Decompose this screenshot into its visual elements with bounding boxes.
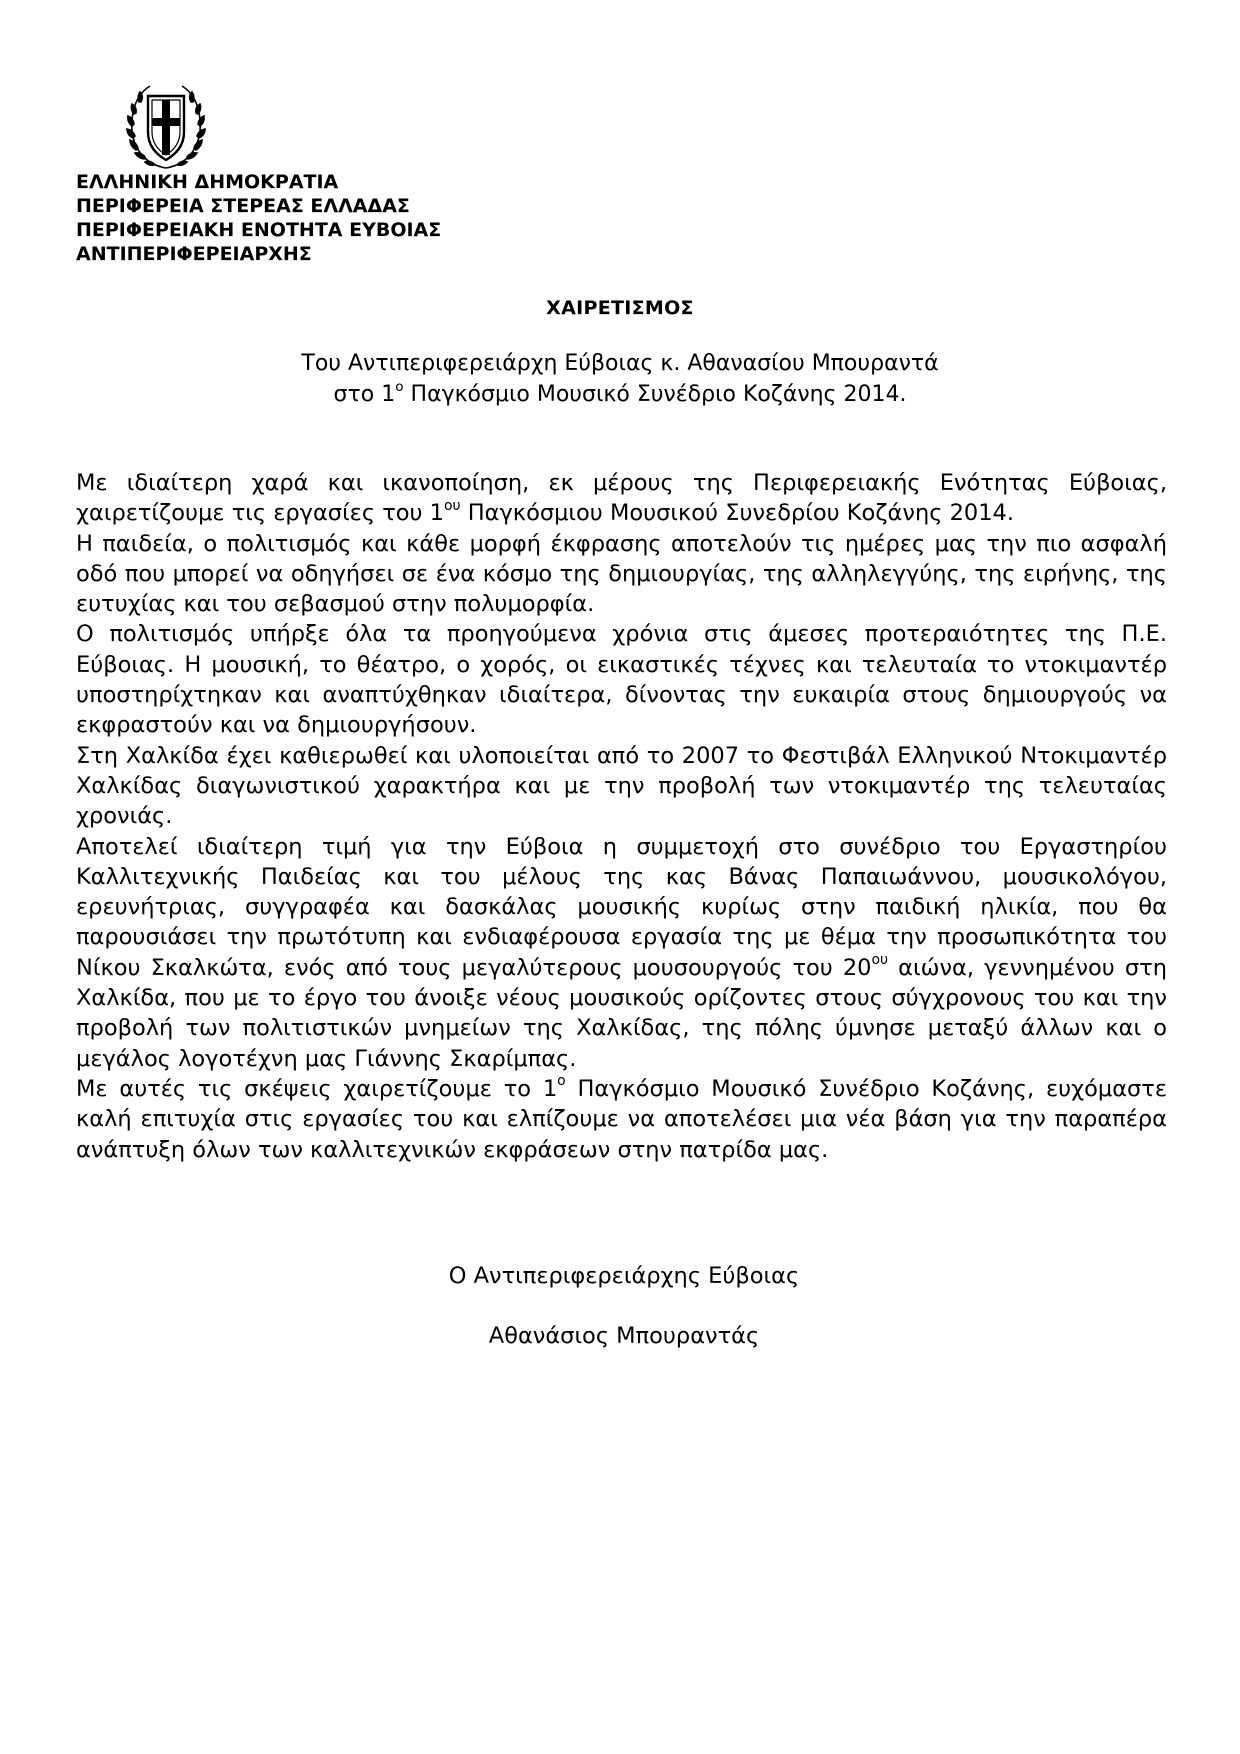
document-subtitle <box>0 348 1240 410</box>
paragraph-1-post: Παγκόσμιου Μουσικού Συνεδρίου Κοζάνης 2014. <box>460 500 1014 527</box>
subtitle-ordinal-sup: ο <box>395 378 404 395</box>
document-title: ΧΑΙΡΕΤΙΣΜΟΣ <box>546 297 694 319</box>
paragraph-5-ordinal-sup: ου <box>871 952 889 969</box>
header-line-vice-governor: ΑΝΤΙΠΕΡΙΦΕΡΕΙΑΡΧΗΣ <box>76 243 312 265</box>
subtitle-line-2 <box>0 379 1240 410</box>
paragraph-6-pre: Με αυτές τις σκέψεις χαιρετίζουμε το 1 <box>76 1075 558 1102</box>
signature-name: Αθανάσιος Μπουραντάς <box>488 1323 760 1349</box>
paragraph-4: Στη Χαλκίδα έχει καθιερωθεί και υλοποιείται από το 2007 το Φεστιβάλ Ελληνικού Ντοκιμαντέρ Χαλκίδας διαγωνιστικού χαρακτήρα και με την προβολή των ντοκιμαντέρ της τελευταίας χρονιάς. <box>76 742 1167 830</box>
header-line-region: ΠΕΡΙΦΕΡΕΙΑ ΣΤΕΡΕΑΣ ΕΛΛΑΔΑΣ <box>76 195 410 217</box>
coat-of-arms-graphic <box>124 80 208 172</box>
paragraph-5-post: αιώνα, γεννημένου στη Χαλκίδα, που με το έργο του άνοιξε νέους μουσικούς ορίζοντες στους σύγχρονους του και την προβολή των πολιτιστικών μνημείων της Χαλκίδας, της πόλης ύμνησε μεταξύ άλλων και ο μεγάλος λογοτέχνη μας Γιάννης Σκαρίμπας. <box>76 954 1167 1072</box>
subtitle-line-2-post: Παγκόσμιο Μουσικό Συνέδριο Κοζάνης 2014. <box>403 382 907 407</box>
header-line-republic: ΕΛΛΗΝΙΚΗ ΔΗΜΟΚΡΑΤΙΑ <box>76 171 339 193</box>
paragraph-5-pre: Αποτελεί ιδιαίτερη τιμή για την Εύβοια η συμμετοχή στο συνέδριο του Εργαστηρίου Καλλιτεχνικής Παιδείας και του μέλους της κας Βάνας Παπαιωάννου, μουσικολόγου, ερευνήτριας, συγγραφέα και δασκάλας μουσικής κυρίως στην παιδική ηλικία, που θα παρουσιάσει την πρωτότυπη και ενδιαφέρουσα εργασία της με θέμα την προσωπικότητα του Νίκου Σκαλκώτα, ενός από τους μεγαλύτερους μουσουργούς του 20 <box>76 833 1167 981</box>
greek-coat-of-arms-icon <box>124 80 208 172</box>
paragraph-3: Ο πολιτισμός υπήρξε όλα τα προηγούμενα χρόνια στις άμεσες προτεραιότητες της Π.Ε. Εύβοιας. Η μουσική, το θέατρο, ο χορός, οι εικαστικές τέχνες και τελευταία το ντοκιμαντέρ υποστηρίχτηκαν και αναπτύχθηκαν ιδιαίτερα, δίνοντας την ευκαιρία στους δημιουργούς να εκφραστούν και να δημιουργήσουν. <box>76 621 1167 739</box>
paragraph-2: Η παιδεία, ο πολιτισμός και κάθε μορφή έκφρασης αποτελούν τις ημέρες μας την πιο ασφαλή οδό που μπορεί να οδηγήσει σε ένα κόσμο της δημιουργίας, της αλληλεγγύης, της ειρήνης, της ευτυχίας και του σεβασμού στην πολυμορφία. <box>76 530 1167 618</box>
paragraph-6-post: Παγκόσμιο Μουσικό Συνέδριο Κοζάνης, ευχόμαστε καλή επιτυχία στις εργασίες του και ελπίζουμε να αποτελέσει μια νέα βάση για την παραπέρα ανάπτυξη όλων των καλλιτεχνικών εκφράσεων στην πατρίδα μας. <box>76 1075 1168 1163</box>
signature-title: Ο Αντιπεριφερειάρχης Εύβοιας <box>448 1263 800 1289</box>
subtitle-line-1: Του Αντιπεριφερειάρχη Εύβοιας κ. Αθανασίου Μπουραντά <box>301 351 939 376</box>
paragraph-1-pre: Με ιδιαίτερη χαρά και ικανοποίηση, εκ μέρους της Περιφερειακής Ενότητας Εύβοιας, χαιρετίζουμε τις εργασίες του 1 <box>76 470 1167 527</box>
paragraph-5 <box>76 832 1167 1074</box>
paragraph-6-ordinal-sup: ο <box>557 1073 566 1090</box>
paragraph-6 <box>76 1074 1167 1165</box>
issuer-header <box>76 170 441 266</box>
subtitle-line-2-pre: στο 1 <box>333 382 396 407</box>
paragraph-1-ordinal-sup: ου <box>444 497 461 514</box>
header-line-regional-unit: ΠΕΡΙΦΕΡΕΙΑΚΗ ΕΝΟΤΗΤΑ ΕΥΒΟΙΑΣ <box>76 219 442 241</box>
letter-body <box>76 468 1167 1165</box>
paragraph-1 <box>76 468 1167 529</box>
